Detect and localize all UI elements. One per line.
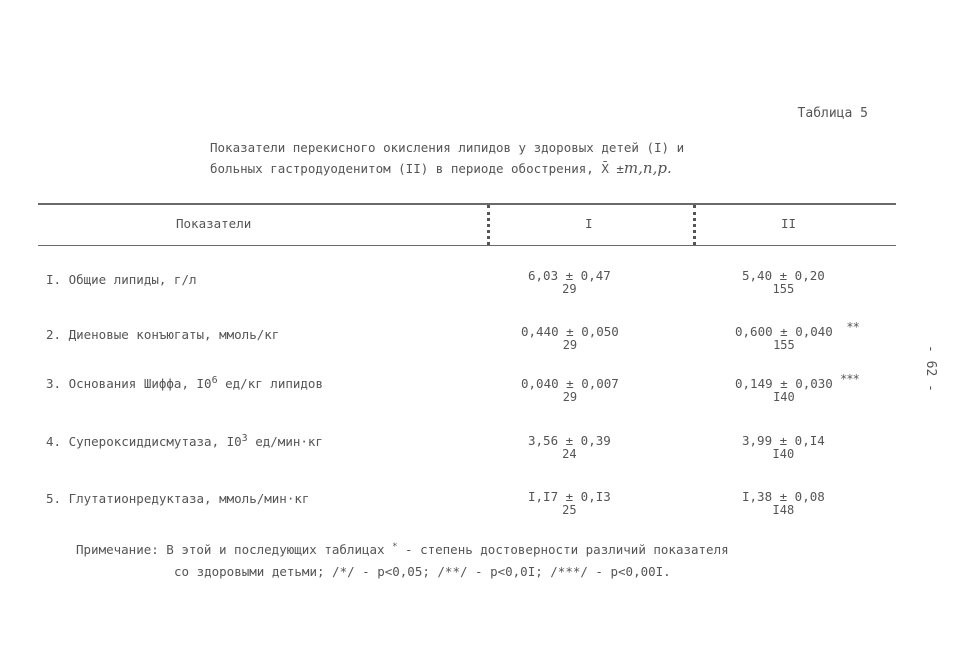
row-4-group-1-value — [528, 433, 611, 461]
page-number: - 62 - — [923, 345, 938, 392]
row-2-group-2-mean: 0,600 ± 0,040 — [735, 324, 833, 339]
row-3-group-2-value — [735, 372, 859, 404]
row-label-1: I. Общие липиды, г/л — [46, 272, 197, 287]
row-4-group-1-mean: 3,56 ± 0,39 — [528, 433, 611, 448]
note-line-1-start: Примечание: В этой и последующих таблицах — [76, 542, 393, 558]
row-2-significance: ** — [846, 320, 859, 334]
row-1-group-2-value — [742, 268, 825, 296]
row-3-label-exponent: 6 — [211, 375, 218, 386]
row-4-label-unit: ед/мин·кг — [247, 434, 323, 450]
note-line-2: со здоровыми детьми; /*/ - p<0,05; /**/ - p<0,0I; /***/ - p<0,00I. — [174, 564, 671, 580]
row-5-group-2-n: I48 — [772, 503, 795, 517]
note-asterisk: * — [392, 542, 398, 552]
table-top-rule — [38, 203, 896, 205]
row-1-group-1-n: 29 — [562, 282, 577, 296]
row-2-group-2-value — [735, 320, 859, 352]
row-label-3 — [46, 375, 323, 391]
header-separator-2 — [693, 205, 696, 245]
stat-params: m,n,p. — [623, 159, 672, 177]
row-3-group-2-n: I40 — [773, 390, 795, 404]
note-line-1 — [76, 536, 729, 561]
table-note — [76, 536, 729, 583]
row-5-group-2-mean: I,38 ± 0,08 — [742, 489, 825, 504]
row-3-label-unit: ед/кг липидов — [217, 376, 323, 392]
table-header-rule — [38, 245, 896, 246]
table-title — [210, 137, 684, 179]
row-3-group-1-value — [521, 376, 619, 404]
title-line-2-text: больных гастродуоденитом (II) в периоде обострения, — [210, 161, 602, 176]
row-2-group-2-n: 155 — [773, 338, 795, 352]
header-indicator: Показатели — [176, 216, 252, 231]
row-1-group-1-value — [528, 268, 611, 296]
row-5-group-2-value — [742, 489, 825, 517]
row-4-label-text: 4. Супероксиддисмутаза, I0 — [46, 434, 242, 450]
row-label-4 — [46, 433, 323, 449]
row-5-group-1-mean: I,I7 ± 0,I3 — [528, 489, 611, 504]
table-label: Таблица 5 — [797, 106, 868, 121]
row-4-group-2-n: I40 — [772, 447, 795, 461]
row-1-group-2-mean: 5,40 ± 0,20 — [742, 268, 825, 283]
row-4-label-exponent: 3 — [241, 433, 248, 444]
header-group-2: II — [781, 216, 797, 231]
header-group-1: I — [585, 216, 593, 231]
row-3-group-1-n: 29 — [562, 390, 578, 404]
row-2-group-1-n: 29 — [562, 338, 578, 352]
title-line-1: Показатели перекисного окисления липидов у здоровых детей (I) и — [210, 140, 685, 155]
row-label-5: 5. Глутатионредуктаза, ммоль/мин·кг — [46, 491, 310, 506]
row-5-group-1-value — [528, 489, 611, 517]
stat-symbol: X̄ ± — [601, 161, 624, 176]
note-line-1-end: - степень достоверности различий показателя — [397, 542, 729, 558]
row-3-group-1-mean: 0,040 ± 0,007 — [521, 376, 619, 391]
row-1-group-2-n: 155 — [772, 282, 795, 296]
row-5-group-1-n: 25 — [562, 503, 577, 517]
row-1-group-1-mean: 6,03 ± 0,47 — [528, 268, 611, 283]
title-line-2 — [210, 158, 684, 179]
row-2-group-1-mean: 0,440 ± 0,050 — [521, 324, 619, 339]
row-3-group-2-mean: 0,149 ± 0,030 — [735, 376, 833, 391]
row-4-group-1-n: 24 — [562, 447, 577, 461]
row-3-significance: *** — [840, 372, 859, 386]
row-4-group-2-value — [742, 433, 825, 461]
header-separator-1 — [487, 205, 490, 245]
row-4-group-2-mean: 3,99 ± 0,I4 — [742, 433, 825, 448]
row-label-2: 2. Диеновые конъюгаты, ммоль/кг — [46, 327, 280, 342]
row-2-group-1-value — [521, 324, 619, 352]
row-3-label-text: 3. Основания Шиффа, I0 — [46, 376, 212, 392]
